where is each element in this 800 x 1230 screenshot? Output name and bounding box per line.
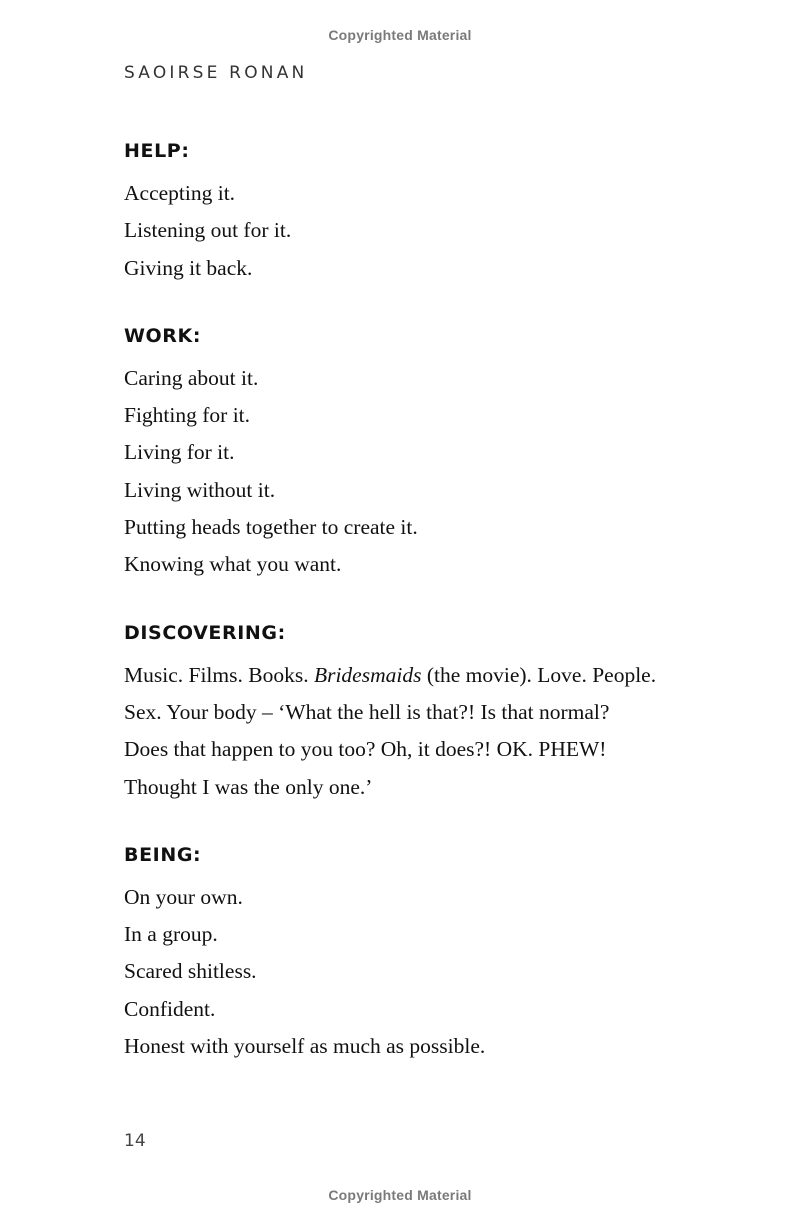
- section-discovering: [124, 620, 764, 806]
- section-work: [124, 323, 764, 584]
- section-heading: BEING:: [124, 843, 202, 866]
- text-line: Putting heads together to create it.: [124, 515, 418, 540]
- watermark-bottom: Copyrighted Material: [328, 1187, 472, 1203]
- section-heading: HELP:: [124, 140, 190, 162]
- text-line: On your own.: [124, 884, 243, 909]
- section-being: [124, 842, 764, 1065]
- text-line: In a group.: [124, 922, 218, 947]
- text-segment: (the movie). Love. People.: [421, 662, 657, 687]
- section-heading: WORK:: [124, 324, 202, 347]
- section-heading: DISCOVERING:: [124, 621, 286, 644]
- text-line: Living for it.: [124, 440, 235, 465]
- text-line: Knowing what you want.: [124, 552, 342, 577]
- text-line: Confident.: [124, 996, 216, 1021]
- text-line: Listening out for it.: [124, 218, 292, 243]
- text-line: Does that happen to you too? Oh, it does?! OK. PHEW!: [124, 737, 607, 762]
- watermark-top: Copyrighted Material: [328, 27, 472, 43]
- page-number: 14: [124, 1131, 146, 1151]
- text-line: Accepting it.: [124, 181, 236, 205]
- text-line: Scared shitless.: [124, 959, 257, 984]
- running-head-author: SAOIRSE RONAN: [124, 63, 308, 83]
- section-help: [124, 138, 764, 287]
- text-line: Sex. Your body – ‘What the hell is that?! Is that normal?: [124, 699, 610, 724]
- text-line: Honest with yourself as much as possible.: [124, 1034, 486, 1059]
- text-line: Giving it back.: [124, 255, 253, 280]
- movie-title: Bridesmaids: [313, 662, 422, 687]
- page-content: [124, 138, 764, 1101]
- text-line: [124, 657, 764, 694]
- text-segment: Music. Films. Books.: [124, 662, 314, 687]
- text-line: Thought I was the only one.’: [124, 774, 373, 799]
- text-line: Fighting for it.: [124, 403, 251, 428]
- text-line: Caring about it.: [124, 365, 259, 390]
- text-line: Living without it.: [124, 477, 276, 502]
